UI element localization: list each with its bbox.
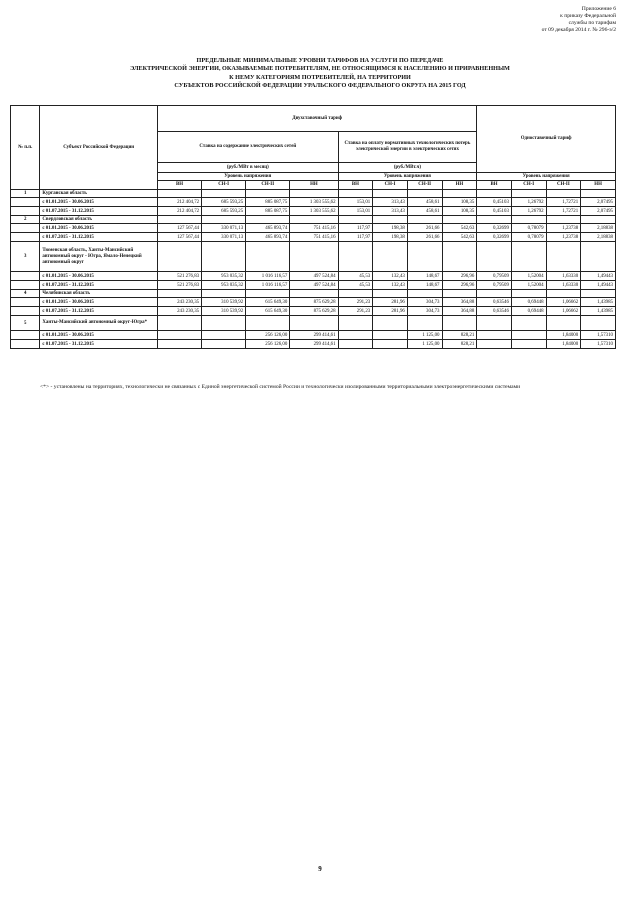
table-cell xyxy=(581,216,616,224)
tariff-value: 304,73 xyxy=(407,298,442,307)
tariff-value: 310 539,92 xyxy=(202,298,246,307)
region-number: 5 xyxy=(11,316,40,331)
table-cell xyxy=(202,242,246,272)
tariff-value: 364,88 xyxy=(442,307,477,316)
tariff-value: 0,69448 xyxy=(511,307,546,316)
table-body xyxy=(11,190,616,349)
table-row xyxy=(11,340,616,349)
tariff-value: 0,69448 xyxy=(511,298,546,307)
tariff-value: 304,73 xyxy=(407,307,442,316)
appendix-line: службы по тарифам xyxy=(568,20,616,26)
tariff-value: 1,72721 xyxy=(546,198,581,207)
tariff-value xyxy=(511,331,546,340)
tariff-value: 330 071,13 xyxy=(202,233,246,242)
period-label: с 01.01.2015 - 30.06.2015 xyxy=(40,198,158,207)
table-cell xyxy=(158,216,202,224)
tariff-value: 127 567,44 xyxy=(158,224,202,233)
table-cell xyxy=(511,242,546,272)
table-cell xyxy=(581,316,616,331)
header-loss-rate: Ставка на оплату нормативных технологических потерь электрической энергии в электрических сетях xyxy=(338,132,477,163)
tariff-value: 2,07495 xyxy=(581,207,616,216)
table-cell xyxy=(373,316,408,331)
table-cell xyxy=(11,207,40,216)
tariff-value: 117,97 xyxy=(338,224,373,233)
table-cell xyxy=(477,316,512,331)
table-row xyxy=(11,224,616,233)
tariff-value: 0,78079 xyxy=(511,224,546,233)
header-voltage: Уровень напряжения xyxy=(338,173,477,181)
tariff-value xyxy=(477,331,512,340)
tariff-value: 296,96 xyxy=(442,281,477,290)
tariff-value: 313,43 xyxy=(373,207,408,216)
tariff-value: 299 414,61 xyxy=(290,331,338,340)
table-cell xyxy=(338,242,373,272)
tariff-value: 243 230,35 xyxy=(158,298,202,307)
tariff-value: 1,84000 xyxy=(546,331,581,340)
table-row xyxy=(11,207,616,216)
tariff-value: 1,26792 xyxy=(511,198,546,207)
header-num: № п.п. xyxy=(11,106,40,190)
tariff-value: 153,01 xyxy=(338,198,373,207)
table-cell xyxy=(246,216,290,224)
tariff-value: 828,21 xyxy=(442,331,477,340)
period-label: с 01.01.2015 - 30.06.2015 xyxy=(40,272,158,281)
tariff-value: 0,78079 xyxy=(511,233,546,242)
table-cell xyxy=(546,216,581,224)
region-number: 3 xyxy=(11,242,40,272)
table-cell xyxy=(407,190,442,198)
tariff-value: 615 649,30 xyxy=(246,298,290,307)
table-row xyxy=(11,242,616,272)
table-cell xyxy=(546,242,581,272)
appendix-line: Приложение 6 xyxy=(581,6,616,12)
region-number: 2 xyxy=(11,216,40,224)
tariff-value: 953 035,32 xyxy=(202,272,246,281)
tariff-value: 310 539,92 xyxy=(202,307,246,316)
tariff-value: 1,49443 xyxy=(581,281,616,290)
tariff-value: 1,63330 xyxy=(546,281,581,290)
tariff-value xyxy=(158,340,202,349)
table-cell xyxy=(338,290,373,298)
tariff-value xyxy=(477,340,512,349)
header-level: СН-II xyxy=(246,181,290,190)
tariff-value: 299 414,61 xyxy=(290,340,338,349)
tariff-value: 751 415,16 xyxy=(290,224,338,233)
tariff-value: 117,97 xyxy=(338,233,373,242)
table-cell xyxy=(202,316,246,331)
table-cell xyxy=(581,190,616,198)
tariff-value: 127 567,44 xyxy=(158,233,202,242)
tariff-value: 521 276,83 xyxy=(158,281,202,290)
table-cell xyxy=(338,216,373,224)
table-cell xyxy=(442,290,477,298)
tariff-value: 243 230,35 xyxy=(158,307,202,316)
region-name: Ханты-Мансийский автономный округ-Югра* xyxy=(40,316,158,331)
tariff-value: 1,57310 xyxy=(581,340,616,349)
tariff-value: 1,84000 xyxy=(546,340,581,349)
tariff-value: 132,43 xyxy=(373,272,408,281)
tariff-value: 148,67 xyxy=(407,281,442,290)
table-row xyxy=(11,198,616,207)
tariff-value: 1 303 555,62 xyxy=(290,207,338,216)
period-label: с 01.01.2015 - 30.06.2015 xyxy=(40,298,158,307)
tariff-value: 291,23 xyxy=(338,298,373,307)
table-cell xyxy=(407,290,442,298)
tariff-value: 1,06662 xyxy=(546,298,581,307)
tariff-value: 615 649,30 xyxy=(246,307,290,316)
tariff-value: 685 593,25 xyxy=(202,198,246,207)
tariff-value: 751 415,16 xyxy=(290,233,338,242)
tariff-value: 1,06662 xyxy=(546,307,581,316)
table-cell xyxy=(442,190,477,198)
tariff-value: 1 303 555,62 xyxy=(290,198,338,207)
table-cell xyxy=(202,190,246,198)
tariff-value: 1,63330 xyxy=(546,272,581,281)
table-cell xyxy=(511,316,546,331)
table-cell xyxy=(11,307,40,316)
page-number: 9 xyxy=(318,865,322,873)
tariff-value: 212 404,72 xyxy=(158,198,202,207)
tariff-value: 875 629,28 xyxy=(290,307,338,316)
tariff-value: 1 016 116,57 xyxy=(246,281,290,290)
tariff-value: 1,26792 xyxy=(511,207,546,216)
header-unit-maint: (руб./МВт в месяц) xyxy=(158,163,339,173)
tariff-value: 0,79509 xyxy=(477,281,512,290)
header-level: СН-I xyxy=(511,181,546,190)
tariff-value: 465 893,74 xyxy=(246,233,290,242)
table-cell xyxy=(581,290,616,298)
appendix-line: к приказу Федеральной xyxy=(560,13,616,19)
table-cell xyxy=(373,290,408,298)
table-cell xyxy=(477,242,512,272)
header-level: СН-II xyxy=(546,181,581,190)
header-level: СН-I xyxy=(202,181,246,190)
table-cell xyxy=(373,242,408,272)
table-row xyxy=(11,216,616,224)
tariff-value: 148,67 xyxy=(407,272,442,281)
table-cell xyxy=(546,316,581,331)
tariff-value: 281,96 xyxy=(373,298,408,307)
table-cell xyxy=(581,242,616,272)
tariff-value: 1,52004 xyxy=(511,281,546,290)
table-cell xyxy=(442,216,477,224)
tariff-value: 261,66 xyxy=(407,224,442,233)
table-cell xyxy=(11,224,40,233)
tariff-value: 1,43985 xyxy=(581,307,616,316)
table-row xyxy=(11,233,616,242)
region-name: Тюменская область, Ханты-Мансийский автономный округ - Югра, Ямало-Ненецкий автономный округ xyxy=(40,242,158,272)
tariff-value: 291,23 xyxy=(338,307,373,316)
region-name: Свердловская область xyxy=(40,216,158,224)
table-cell xyxy=(11,340,40,349)
table-cell xyxy=(442,316,477,331)
tariff-value: 1,52004 xyxy=(511,272,546,281)
table-row xyxy=(11,190,616,198)
table-cell xyxy=(290,290,338,298)
header-one-part: Одноставочный тариф xyxy=(477,106,616,173)
table-cell xyxy=(11,272,40,281)
table-cell xyxy=(477,216,512,224)
tariff-value: 828,21 xyxy=(442,340,477,349)
table-cell xyxy=(407,242,442,272)
period-label: с 01.01.2015 - 30.06.2015 xyxy=(40,224,158,233)
table-cell xyxy=(11,298,40,307)
tariff-value: 364,88 xyxy=(442,298,477,307)
tariff-value: 1,43985 xyxy=(581,298,616,307)
table-cell xyxy=(511,290,546,298)
tariff-table xyxy=(10,105,616,349)
region-number: 1 xyxy=(11,190,40,198)
period-label: с 01.07.2015 - 31.12.2015 xyxy=(40,233,158,242)
tariff-value: 1,72721 xyxy=(546,207,581,216)
table-cell xyxy=(511,190,546,198)
header-level: НН xyxy=(442,181,477,190)
table-cell xyxy=(11,198,40,207)
document-title xyxy=(60,57,580,91)
tariff-value: 542,63 xyxy=(442,233,477,242)
tariff-value: 885 087,75 xyxy=(246,198,290,207)
tariff-value: 685 593,25 xyxy=(202,207,246,216)
tariff-value: 256 126,00 xyxy=(246,331,290,340)
tariff-value: 256 126,00 xyxy=(246,340,290,349)
appendix-line: от 09 декабря 2014 г. № 296-э/2 xyxy=(541,27,616,33)
tariff-value: 1,57310 xyxy=(581,331,616,340)
tariff-value: 2,07495 xyxy=(581,198,616,207)
tariff-value: 313,43 xyxy=(373,198,408,207)
table-cell xyxy=(338,316,373,331)
table-cell xyxy=(290,242,338,272)
table-cell xyxy=(407,216,442,224)
period-label: с 01.07.2015 - 31.12.2015 xyxy=(40,340,158,349)
table-cell xyxy=(246,190,290,198)
table-cell xyxy=(246,242,290,272)
header-level: НН xyxy=(290,181,338,190)
header-two-part: Двухставочный тариф xyxy=(158,106,477,132)
table-row xyxy=(11,316,616,331)
tariff-value xyxy=(338,331,373,340)
table-row xyxy=(11,290,616,298)
tariff-value: 2,18838 xyxy=(581,224,616,233)
header-level: СН-I xyxy=(373,181,408,190)
tariff-value: 953 035,32 xyxy=(202,281,246,290)
header-maint-rate: Ставка на содержание электрических сетей xyxy=(158,132,339,163)
tariff-value xyxy=(511,340,546,349)
tariff-value: 465 893,74 xyxy=(246,224,290,233)
tariff-value xyxy=(373,331,408,340)
table-cell xyxy=(477,190,512,198)
region-number: 4 xyxy=(11,290,40,298)
period-label: с 01.07.2015 - 31.12.2015 xyxy=(40,307,158,316)
tariff-value: 0,63546 xyxy=(477,298,512,307)
table-row xyxy=(11,331,616,340)
table-cell xyxy=(246,316,290,331)
tariff-value: 521 276,83 xyxy=(158,272,202,281)
header-unit-loss: (руб./МВт.ч) xyxy=(338,163,477,173)
table-cell xyxy=(158,190,202,198)
header-level: ВН xyxy=(158,181,202,190)
table-cell xyxy=(290,216,338,224)
region-name: Курганская область xyxy=(40,190,158,198)
tariff-value: 1,23738 xyxy=(546,224,581,233)
title-line: К НЕМУ КАТЕГОРИЯМ ПОТРЕБИТЕЛЕЙ, НА ТЕРРИТОРИИ xyxy=(229,73,411,81)
header-voltage: Уровень напряжения xyxy=(158,173,339,181)
tariff-value: 1,49443 xyxy=(581,272,616,281)
tariff-value xyxy=(202,331,246,340)
table-row xyxy=(11,272,616,281)
tariff-value: 108,35 xyxy=(442,198,477,207)
tariff-value: 0,32699 xyxy=(477,224,512,233)
tariff-value: 108,35 xyxy=(442,207,477,216)
tariff-value: 1 125,00 xyxy=(407,340,442,349)
tariff-value: 542,63 xyxy=(442,224,477,233)
tariff-value: 0,45103 xyxy=(477,198,512,207)
footnote: <*> - установлены на территориях, технологически не связанных с Единой энергетической системой России и технологически изолированными территориальными электроэнергетическими системами xyxy=(40,384,521,390)
region-name: Челябинская область xyxy=(40,290,158,298)
tariff-value: 1 125,00 xyxy=(407,331,442,340)
table-cell xyxy=(158,316,202,331)
table-cell xyxy=(290,316,338,331)
table-cell xyxy=(442,242,477,272)
tariff-value: 0,45103 xyxy=(477,207,512,216)
header-subject: Субъект Российской Федерации xyxy=(40,106,158,190)
table-cell xyxy=(11,281,40,290)
table-cell xyxy=(338,190,373,198)
tariff-value: 281,96 xyxy=(373,307,408,316)
header-level: ВН xyxy=(338,181,373,190)
table-cell xyxy=(373,216,408,224)
table-cell xyxy=(246,290,290,298)
tariff-value xyxy=(158,331,202,340)
tariff-value: 296,96 xyxy=(442,272,477,281)
tariff-value xyxy=(202,340,246,349)
tariff-value: 458,61 xyxy=(407,207,442,216)
tariff-value: 458,61 xyxy=(407,198,442,207)
header-level: СН-II xyxy=(407,181,442,190)
table-cell xyxy=(511,216,546,224)
table-cell xyxy=(407,316,442,331)
tariff-value: 0,63546 xyxy=(477,307,512,316)
table-row xyxy=(11,298,616,307)
tariff-value: 153,01 xyxy=(338,207,373,216)
tariff-value: 0,79509 xyxy=(477,272,512,281)
table-cell xyxy=(11,233,40,242)
tariff-value: 1,23738 xyxy=(546,233,581,242)
appendix-note xyxy=(456,6,616,34)
table-cell xyxy=(11,331,40,340)
table-cell xyxy=(202,216,246,224)
table-cell xyxy=(546,190,581,198)
tariff-value: 2,18838 xyxy=(581,233,616,242)
tariff-value: 45,53 xyxy=(338,281,373,290)
table-cell xyxy=(373,190,408,198)
table-cell xyxy=(477,290,512,298)
header-voltage: Уровень напряжения xyxy=(477,173,616,181)
tariff-value: 0,32699 xyxy=(477,233,512,242)
period-label: с 01.07.2015 - 31.12.2015 xyxy=(40,207,158,216)
table-cell xyxy=(158,242,202,272)
tariff-value: 330 071,13 xyxy=(202,224,246,233)
title-line: СУБЪЕКТОВ РОССИЙСКОЙ ФЕДЕРАЦИИ УРАЛЬСКОГО ФЕДЕРАЛЬНОГО ОКРУГА НА 2015 ГОД xyxy=(174,82,466,90)
table-cell xyxy=(158,290,202,298)
table-cell xyxy=(202,290,246,298)
table-row xyxy=(11,281,616,290)
title-line: ЭЛЕКТРИЧЕСКОЙ ЭНЕРГИИ, ОКАЗЫВАЕМЫЕ ПОТРЕБИТЕЛЯМ, НЕ ОТНОСЯЩИМСЯ К НАСЕЛЕНИЮ И ПРИРАВНЕННЫМ xyxy=(130,65,510,73)
table-cell xyxy=(290,190,338,198)
period-label: с 01.01.2015 - 30.06.2015 xyxy=(40,331,158,340)
tariff-value: 1 016 116,57 xyxy=(246,272,290,281)
tariff-value: 261,66 xyxy=(407,233,442,242)
tariff-value xyxy=(338,340,373,349)
tariff-value: 198,38 xyxy=(373,224,408,233)
tariff-value: 45,53 xyxy=(338,272,373,281)
tariff-value: 497 524,84 xyxy=(290,272,338,281)
header-level: НН xyxy=(581,181,616,190)
tariff-value: 198,38 xyxy=(373,233,408,242)
tariff-value: 875 629,28 xyxy=(290,298,338,307)
table-cell xyxy=(546,290,581,298)
header-level: ВН xyxy=(477,181,512,190)
tariff-value xyxy=(373,340,408,349)
tariff-value: 885 087,75 xyxy=(246,207,290,216)
table-row xyxy=(11,307,616,316)
tariff-value: 497 524,84 xyxy=(290,281,338,290)
period-label: с 01.07.2015 - 31.12.2015 xyxy=(40,281,158,290)
table-header xyxy=(11,106,616,190)
title-line: ПРЕДЕЛЬНЫЕ МИНИМАЛЬНЫЕ УРОВНИ ТАРИФОВ НА УСЛУГИ ПО ПЕРЕДАЧЕ xyxy=(196,57,444,64)
tariff-value: 212 404,72 xyxy=(158,207,202,216)
tariff-value: 132,43 xyxy=(373,281,408,290)
